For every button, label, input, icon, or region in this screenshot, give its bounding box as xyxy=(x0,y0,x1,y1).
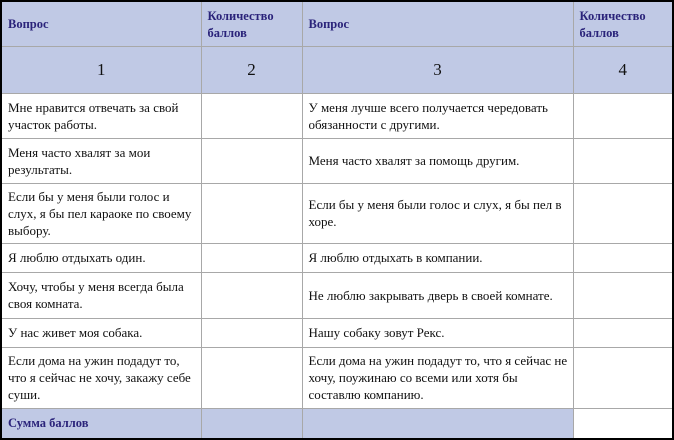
column-number: 4 xyxy=(573,46,672,93)
score-cell-left[interactable] xyxy=(201,272,302,318)
table-row xyxy=(2,183,672,243)
score-cell-right[interactable] xyxy=(573,272,672,318)
question-left: Мне нравится отвечать за свой участок работы. xyxy=(2,93,201,138)
questionnaire-table xyxy=(2,2,672,438)
score-cell-right[interactable] xyxy=(573,183,672,243)
score-cell-right[interactable] xyxy=(573,138,672,183)
column-number-row xyxy=(2,46,672,93)
sum-blank-cell xyxy=(302,408,573,438)
table-row xyxy=(2,318,672,347)
question-right: У меня лучше всего получается чередовать обязанности с другими. xyxy=(302,93,573,138)
score-cell-left[interactable] xyxy=(201,183,302,243)
header-question-left: Вопрос xyxy=(2,2,201,46)
sum-score-left[interactable] xyxy=(201,408,302,438)
question-right: Не люблю закрывать дверь в своей комнате. xyxy=(302,272,573,318)
question-left: Я люблю отдыхать один. xyxy=(2,243,201,272)
question-right: Если дома на ужин подадут то, что я сейчас не хочу, поужинаю со всеми или хотя бы составлю компанию. xyxy=(302,347,573,408)
column-number: 2 xyxy=(201,46,302,93)
score-cell-right[interactable] xyxy=(573,318,672,347)
question-right: Меня часто хвалят за помощь другим. xyxy=(302,138,573,183)
table-row xyxy=(2,138,672,183)
header-row xyxy=(2,2,672,46)
sum-row xyxy=(2,408,672,438)
score-cell-left[interactable] xyxy=(201,93,302,138)
sum-label-cell: Сумма баллов xyxy=(2,408,201,438)
score-cell-left[interactable] xyxy=(201,318,302,347)
table-row xyxy=(2,347,672,408)
table-row xyxy=(2,272,672,318)
column-number: 3 xyxy=(302,46,573,93)
score-cell-left[interactable] xyxy=(201,138,302,183)
question-left: Меня часто хвалят за мои результаты. xyxy=(2,138,201,183)
table-row xyxy=(2,243,672,272)
score-cell-right[interactable] xyxy=(573,243,672,272)
header-score-right: Количество баллов xyxy=(573,2,672,46)
question-right: Если бы у меня были голос и слух, я бы пел в хоре. xyxy=(302,183,573,243)
question-right: Я люблю отдыхать в компании. xyxy=(302,243,573,272)
question-right: Нашу собаку зовут Рекс. xyxy=(302,318,573,347)
column-number: 1 xyxy=(2,46,201,93)
header-score-left: Количество баллов xyxy=(201,2,302,46)
sum-score-right[interactable] xyxy=(573,408,672,438)
question-left: У нас живет моя собака. xyxy=(2,318,201,347)
table-row xyxy=(2,93,672,138)
score-cell-left[interactable] xyxy=(201,243,302,272)
question-left: Если бы у меня были голос и слух, я бы пел караоке по своему выбору. xyxy=(2,183,201,243)
score-cell-right[interactable] xyxy=(573,347,672,408)
score-cell-left[interactable] xyxy=(201,347,302,408)
header-question-right: Вопрос xyxy=(302,2,573,46)
question-left: Хочу, чтобы у меня всегда была своя комната. xyxy=(2,272,201,318)
question-left: Если дома на ужин подадут то, что я сейчас не хочу, закажу себе суши. xyxy=(2,347,201,408)
score-cell-right[interactable] xyxy=(573,93,672,138)
